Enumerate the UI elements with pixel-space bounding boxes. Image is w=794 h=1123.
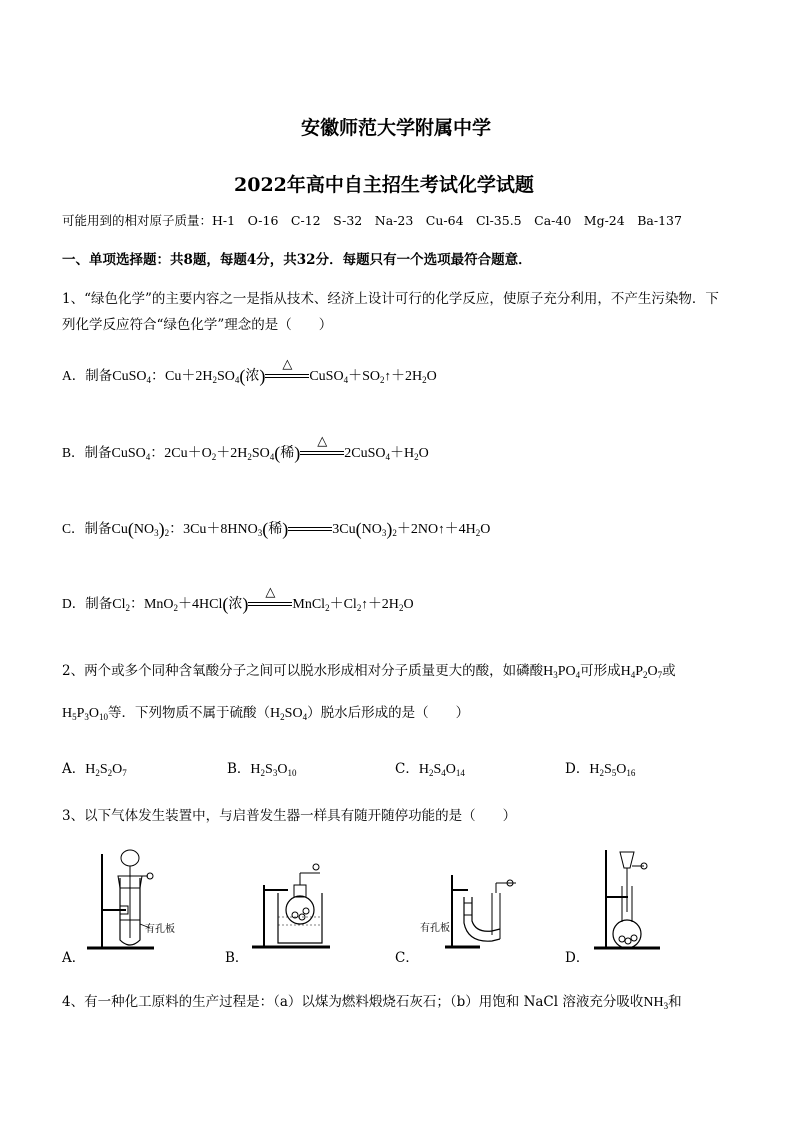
q2-stem-line2: $H_5P_3O_{10}$等．下列物质不属于硫酸$(H_2SO_4)$脱水后形成的是（ ） xyxy=(62,705,470,722)
apparatus-b-diagram xyxy=(250,855,340,955)
q3-label-c: C． xyxy=(395,950,419,966)
q3-label-b: B． xyxy=(225,950,249,966)
apparatus-d-diagram xyxy=(590,842,670,957)
school-name: 安徽师范大学附属中学 xyxy=(301,117,492,139)
q2-option-b: B．$H_2S_3O_{10}$ xyxy=(227,761,297,778)
q2-stem-line1: 2、两个或多个同种含氧酸分子之间可以脱水形成相对分子质量更大的酸，如磷酸$H_3PO_4$可形成$H_4P_2O_7$或 xyxy=(62,663,676,680)
q1-option-d: D．制备$Cl_2$：MnO$_2$＋4HCl(浓) △ $MnCl_2+Cl_2↑+2H_2O$ xyxy=(62,583,414,614)
q1-stem-line1: 1、“绿色化学”的主要内容之一是指从技术、经济上设计可行的化学反应，使原子充分利用，不产生污染物．下 xyxy=(62,291,719,307)
heating-arrow-icon: △ xyxy=(300,449,344,459)
apparatus-a-diagram xyxy=(82,848,192,958)
plate-label-a: 有孔板 xyxy=(145,924,175,935)
q2-option-c: C．$H_2S_4O_{14}$ xyxy=(395,761,465,778)
q1-option-b: B．制备CuSO$_4$：$2Cu+O_2+2H_2SO_4$(稀) △ $2CuSO_4+H_2O$ xyxy=(62,432,429,463)
q3-label-d: D． xyxy=(565,950,590,966)
q1-option-c: C．制备$Cu(NO_3)_2$：$3Cu+8HNO_3$(稀) $3Cu(NO_3)_2+2NO↑+4H_2O$ xyxy=(62,519,491,539)
apparatus-c-diagram xyxy=(420,865,530,955)
heating-arrow-icon: △ xyxy=(265,372,309,382)
plate-label-c: 有孔板 xyxy=(420,923,450,934)
q3-label-a: A． xyxy=(62,950,86,966)
q1-stem-line2: 列化学反应符合“绿色化学”理念的是（ ） xyxy=(62,317,333,333)
reaction-arrow-icon xyxy=(288,525,332,535)
atomic-masses: 可能用到的相对原子质量：H-1 O-16 C-12 S-32 Na-23 Cu-64 Cl-35.5 Ca-40 Mg-24 Ba-137 xyxy=(62,213,682,228)
q4-stem: 4、有一种化工原料的生产过程是：（a）以煤为燃料煅烧石灰石；（b）用饱和 NaCl 溶液充分吸收$NH_3$和 xyxy=(62,994,682,1011)
heating-arrow-icon: △ xyxy=(248,600,292,610)
section-heading: 一、单项选择题：共8题，每题4分，共32分．每题只有一个选项最符合题意． xyxy=(62,252,532,268)
exam-title: 2022年高中自主招生考试化学试题 xyxy=(234,174,534,196)
q2-option-a: A．$H_2S_2O_7$ xyxy=(62,761,127,778)
q3-stem: 3、以下气体发生装置中，与启普发生器一样具有随开随停功能的是（ ） xyxy=(62,808,517,824)
q1-option-a: A．制备CuSO$_4$：$Cu+2H_2SO_4$(浓) △ $CuSO_4+SO_2↑+2H_2O$ xyxy=(62,355,437,386)
q2-option-d: D．$H_2S_5O_{16}$ xyxy=(565,761,636,778)
